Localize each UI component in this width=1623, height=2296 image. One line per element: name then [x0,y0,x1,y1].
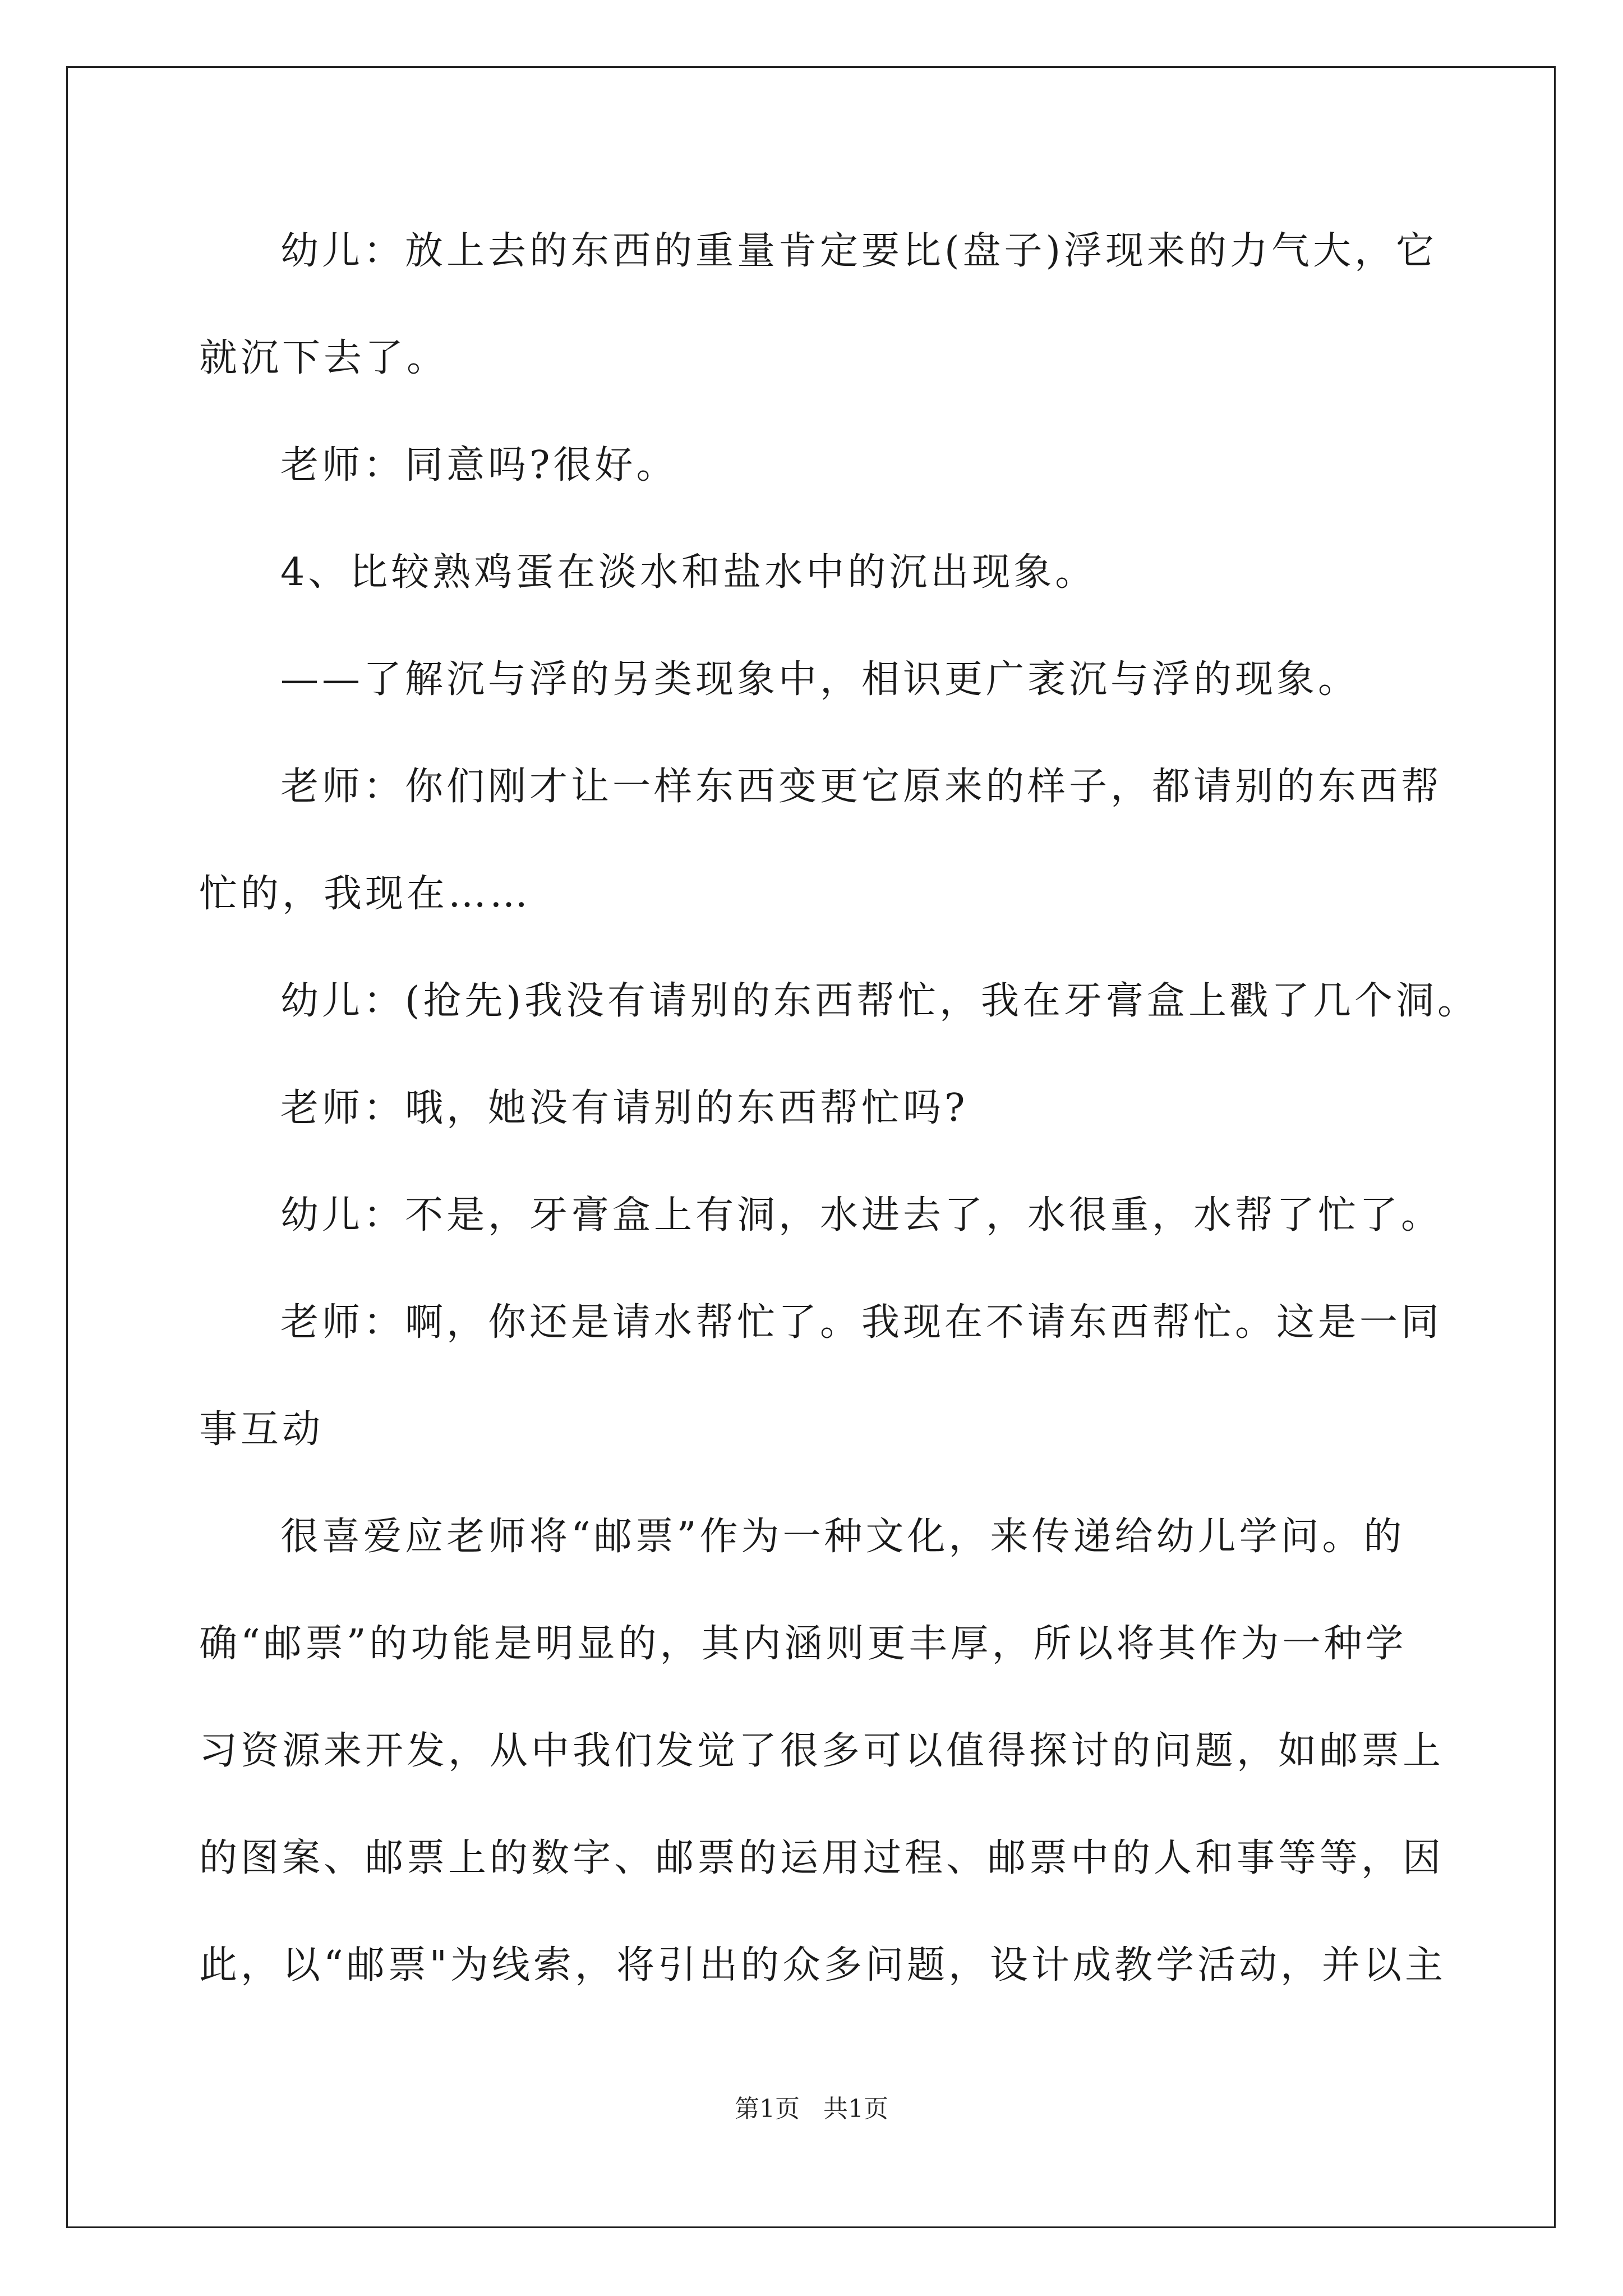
paragraph-line: 幼儿：放上去的东西的重量肯定要比(盘子)浮现来的力气大，它 [280,229,1438,273]
page-number: 第1页 共1页 [735,2095,888,2123]
paragraph-line: 确“邮票”的功能是明显的，其内涵则更丰厚，所以将其作为一种学 [199,1622,1407,1666]
paragraph-line: 事互动 [199,1407,324,1452]
paragraph-line: 幼儿：不是，牙膏盒上有洞，水进去了，水很重，水帮了忙了。 [280,1193,1443,1237]
paragraph-line: 此，以“邮票"为线索，将引出的众多问题，设计成教学活动，并以主 [199,1943,1447,1987]
paragraph-line: 就沉下去了。 [199,336,449,380]
paragraph-line: 幼儿：(抢先)我没有请别的东西帮忙，我在牙膏盒上戳了几个洞。 [280,979,1479,1023]
paragraph-line: 老师：你们刚才让一样东西变更它原来的样子，都请别的东西帮 [280,765,1443,809]
paragraph-line: 的图案、邮票上的数字、邮票的运用过程、邮票中的人和事等等，因 [199,1836,1445,1880]
paragraph-line: 4、比较熟鸡蛋在淡水和盐水中的沉出现象。 [280,550,1097,595]
paragraph-line: 老师：同意吗?很好。 [280,443,678,487]
paragraph-line: 习资源来开发，从中我们发觉了很多可以值得探讨的问题，如邮票上 [199,1729,1445,1773]
paragraph-line: 老师：啊，你还是请水帮忙了。我现在不请东西帮忙。这是一同 [280,1300,1443,1345]
page-border [66,66,1556,2228]
paragraph-line: ——了解沉与浮的另类现象中，相识更广袤沉与浮的现象。 [280,657,1360,702]
paragraph-line: 很喜爱应老师将“邮票”作为一种文化，来传递给幼儿学问。的 [280,1515,1405,1559]
paragraph-line: 忙的，我现在…… [199,872,532,916]
paragraph-line: 老师：哦，她没有请别的东西帮忙吗? [280,1086,969,1130]
